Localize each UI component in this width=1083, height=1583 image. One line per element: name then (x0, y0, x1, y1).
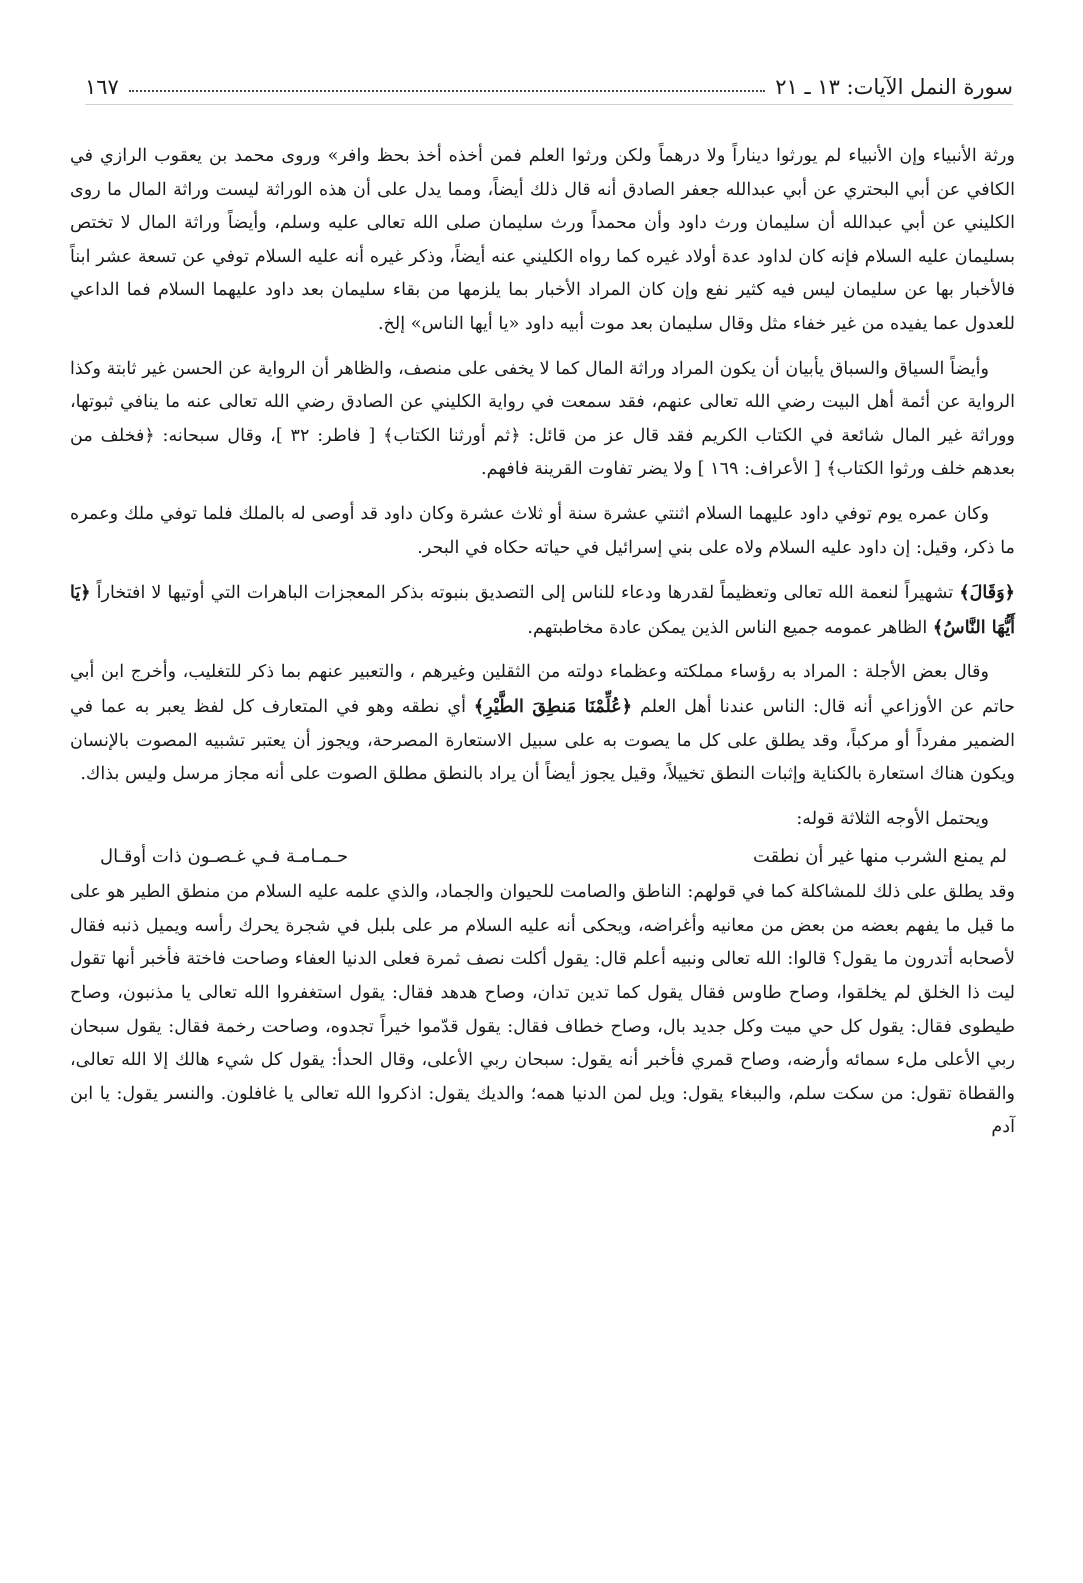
header-dot-leader (129, 90, 765, 92)
quran-quote: ﴿وَقَالَ﴾ (959, 582, 1015, 604)
paragraph-3: وكان عمره يوم توفي داود عليهما السلام اثنتي عشرة سنة أو ثلاث عشرة وكان داود قد أوصى له بالملك فلما توفي ملك وعمره ما ذكر، وقيل: إن داود عليه السلام ولاه على بني إسرائيل في حياته حكاه في البحر. (70, 503, 1015, 558)
paragraph-7: وقد يطلق على ذلك للمشاكلة كما في قولهم: الناطق والصامت للحيوان والجماد، والذي علمه عليه السلام من منطق الطير هو على ما قيل ما يفهم بعضه من بعض من معانيه وأغراضه، ويحكى أنه عليه السلام مر على بلبل في شجرة يحرك رأسه ويميل ذنبه فقال لأصحابه أتدرون ما يقول؟ قالوا: الله تعالى ونبيه أعلم قال: يقول أكلت نصف ثمرة فعلى الدنيا العفاء وصاحت فاختة فأخبر أنها تقول ليت ذا الخلق لم يخلقوا، وصاح طاوس فقال يقول كما تدين تدان، وصاح هدهد فقال: يقول استغفروا الله تعالى يا مذنبون، وصاح طيطوى فقال: يقول كل حي ميت وكل جديد بال، وصاح خطاف فقال: يقول قدّموا خيراً تجدوه، وصاحت رخمة فقال: يقول سبحان ربي الأعلى ملء سمائه وأرضه، وصاح قمري فأخبر أنه يقول: سبحان ربي الأعلى، وقال الحدأ: يقول كل شيء هالك إلا الله تعالى، والقطاة تقول: من سكت سلم، والببغاء يقول: ويل لمن الدنيا همه؛ والديك يقول: اذكروا الله تعالى يا غافلون. والنسر يقول: يا ابن آدم (70, 882, 1015, 1138)
quran-quote: ﴿عُلِّمْنَا مَنطِقَ الطَّيْرِ﴾ (473, 695, 633, 717)
quran-quote: ﴿يَا أَيُّهَا النَّاسُ﴾ (70, 582, 1015, 638)
paragraph-5 (70, 656, 1015, 791)
paragraph-2: وأيضاً السياق والسباق يأبيان أن يكون المراد وراثة المال كما لا يخفى على منصف، والظاهر أن الرواية عن الحسن غير ثابتة وكذا الرواية عن أئمة أهل البيت رضي الله تعالى عنهم، فقد سمعت في رواية الكليني عن الصادق رضي الله تعالى عنه ما ينافي ثبوتها، ووراثة غير المال شائعة في الكتاب الكريم فقد قال عز من قائل: ﴿ثم أورثنا الكتاب﴾ [ فاطر: ٣٢ ]، وقال سبحانه: ﴿فخلف من بعدهم خلف ورثوا الكتاب﴾ [ الأعراف: ١٦٩ ] ولا يضر تفاوت القرينة فافهم. (70, 358, 1016, 480)
header-title: سورة النمل الآيات: ١٣ ـ ٢١ (775, 75, 1013, 99)
verse-hemistich-right: لم يمنع الشرب منها غير أن نطقت (752, 846, 1007, 868)
body-text (70, 140, 1015, 1145)
paragraph-1: ورثة الأنبياء وإن الأنبياء لم يورثوا ديناراً ولا درهماً ولكن ورثوا العلم فمن أخذه أخذ بحظ وافر» وروى محمد بن يعقوب الرازي في الكافي عن أبي البحتري عن أبي عبدالله جعفر الصادق أنه قال ذلك أيضاً، ومما يدل على أن هذه الوراثة ليست وراثة المال ما روى الكليني عن أبي عبدالله أن سليمان ورث داود وأن محمداً ورث سليمان صلى الله تعالى عليه وسلم، وأيضاً وراثة المال لا تختص بسليمان عليه السلام فإنه كان لداود عدة أولاد غيره كما رواه الكليني عنه أيضاً، وذكر غيره أنه عليه السلام توفي عن تسعة عشر ابناً فالأخبار بها عن سليمان ليس فيه كثير نفع وإن كان المراد الأخبار بما يلزمها من بقاء سليمان بعد داود عليهما السلام فما الداعي للعدول عما يفيده من غير خفاء مثل وقال سليمان بعد موت أبيه داود «يا أيها الناس» إلخ. (70, 146, 1015, 334)
running-header (85, 70, 1013, 105)
page-number: ١٦٧ (85, 75, 119, 99)
paragraph-5-text-a: وقال بعض الأجلة : المراد به رؤساء مملكته وعظماء دولته من الثقلين وغيرهم ، والتعبير عنهم بما ذكر للتغليب، وأخرج ابن أبي حاتم عن الأوزاعي أنه قال: الناس عندنا أهل العلم (70, 662, 1015, 717)
paragraph-4-text-a: تشهيراً لنعمة الله تعالى وتعظيماً لقدرها ودعاء للناس إلى التصديق بنبوته بذكر المعجزات الباهرات التي أوتيها لا افتخاراً (90, 583, 960, 604)
poetry-verse (70, 838, 1015, 876)
paragraph-5-text-b: أي نطقه وهو في المتعارف كل لفظ يعبر به عما في الضمير مفرداً أو مركباً، وقد يطلق على كل ما يصوت به على سبيل الاستعارة المصرحة، ويجوز أن يعتبر تشبيه المصوت بالإنسان ويكون هناك استعارة بالكناية وإثبات النطق تخييلاً، وقيل يجوز أيضاً أن يراد بالنطق مطلق الصوت على أنه مجاز مرسل وليس بذاك. (70, 696, 1015, 785)
paragraph-6: ويحتمل الأوجه الثلاثة قوله: (796, 808, 989, 829)
paragraph-4 (70, 576, 1015, 645)
paragraph-4-text-b: الظاهر عمومه جميع الناس الذين يمكن عادة مخاطبتهم. (527, 617, 933, 638)
verse-hemistich-left: حـمـامـة فـي غـصـون ذات أوقـال (100, 846, 349, 868)
